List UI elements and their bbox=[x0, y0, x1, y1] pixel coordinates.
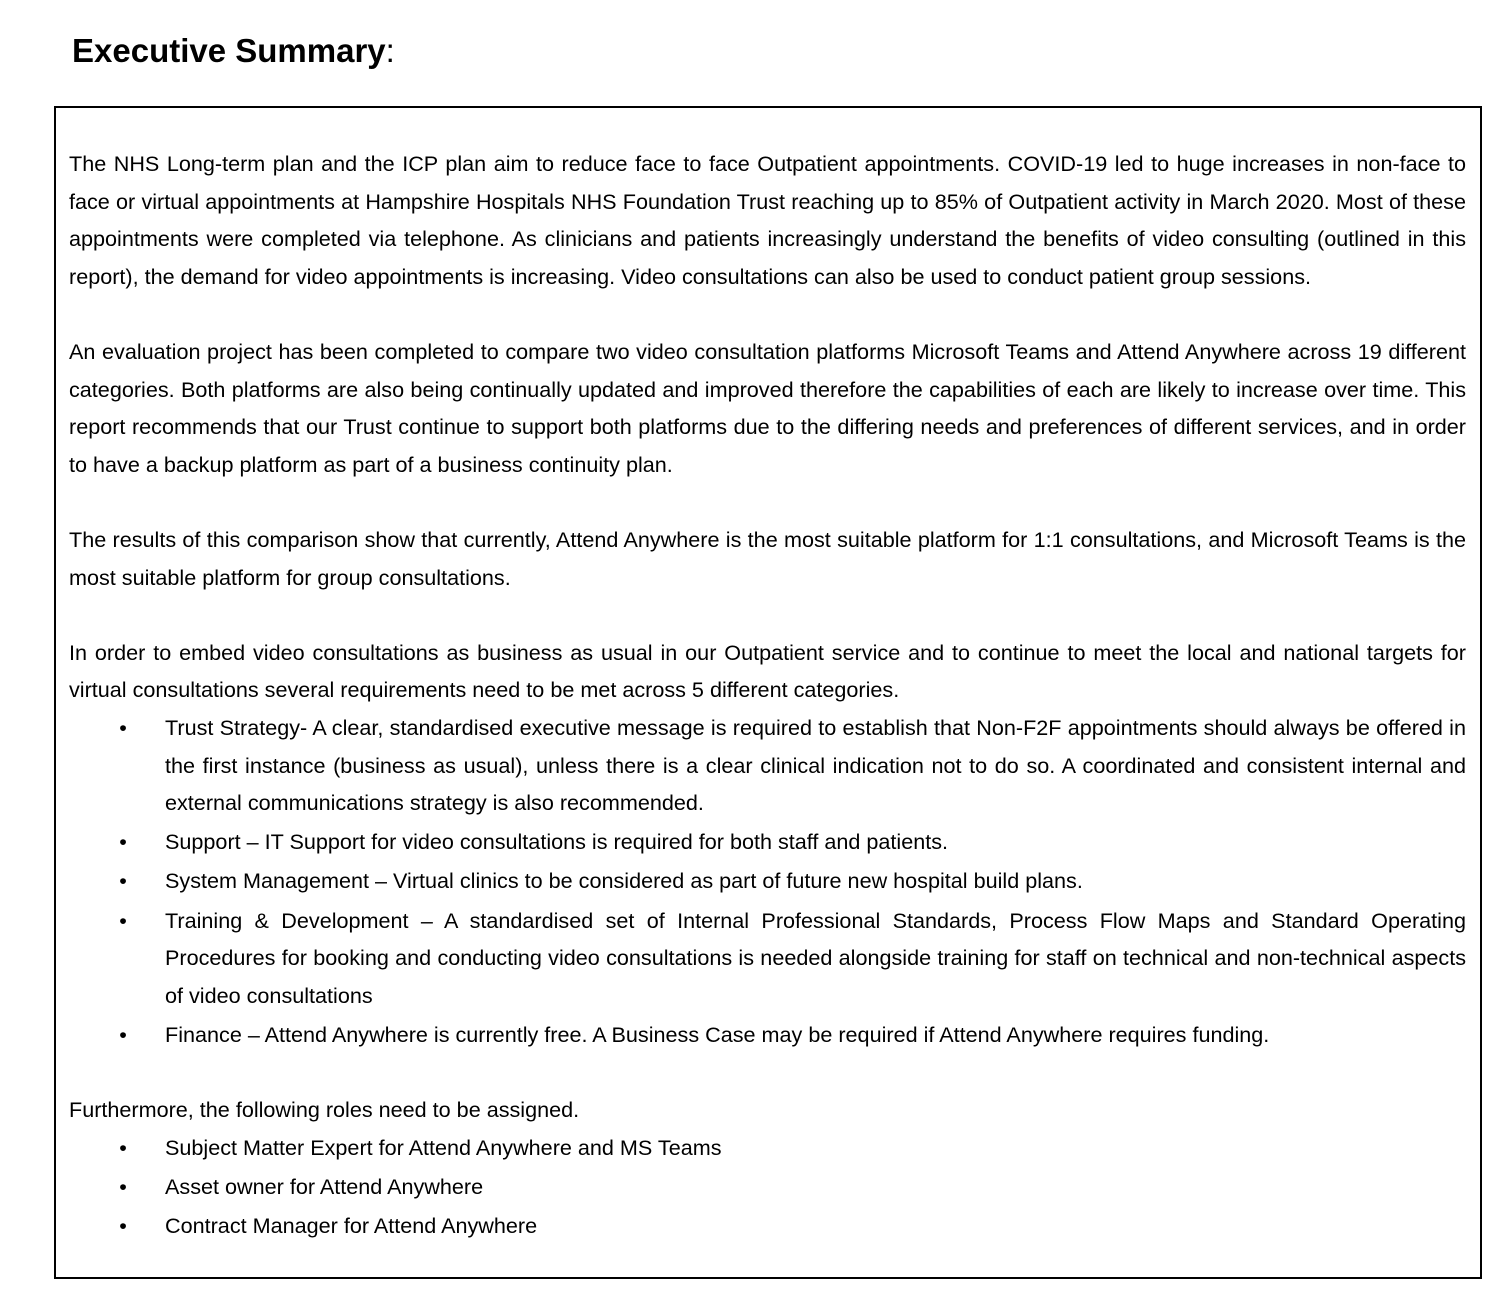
list-item bbox=[69, 862, 1466, 900]
paragraph-evaluation: An evaluation project has been completed to compare two video consultation platforms Microsoft Teams and Attend Anywhere across 19 different categories. Both platforms are also being continually updated and improved therefore the capabilities of each are likely to increase over time. This report recommends that our Trust continue to support both platforms due to the differing needs and preferences of different services, and in order to have a backup platform as part of a business continuity plan. bbox=[69, 338, 1466, 477]
list-item-text: System Management – Virtual clinics to be considered as part of future new hospital build plans. bbox=[165, 868, 1083, 894]
list-item bbox=[69, 1207, 1466, 1245]
list-item-text: Contract Manager for Attend Anywhere bbox=[165, 1213, 538, 1239]
paragraph-requirements-intro: In order to embed video consultations as business as usual in our Outpatient service and to continue to meet the local and national targets for virtual consultations several requirements need to be met across 5 different categories. bbox=[69, 639, 1466, 703]
bullet-icon: • bbox=[119, 907, 127, 933]
paragraph-roles-intro: Furthermore, the following roles need to be assigned. bbox=[69, 1097, 580, 1123]
list-item-text: Finance – Attend Anywhere is currently free. A Business Case may be required if Attend Anywhere requires funding. bbox=[165, 1022, 1270, 1048]
title-text: Executive Summary bbox=[72, 32, 386, 69]
list-item bbox=[69, 1129, 1466, 1167]
bullet-icon: • bbox=[119, 1213, 127, 1239]
roles-list bbox=[69, 1129, 1466, 1245]
bullet-icon: • bbox=[119, 1022, 127, 1048]
list-item-text: Training & Development – A standardised set of Internal Professional Standards, Process Flow Maps and Standard Operating Procedures for booking and conducting video consultations is needed alongside training for staff on technical and non-technical aspects of video consultations bbox=[165, 907, 1466, 1008]
list-item-text: Subject Matter Expert for Attend Anywhere and MS Teams bbox=[165, 1134, 722, 1160]
bullet-icon: • bbox=[119, 1174, 127, 1199]
list-item bbox=[69, 709, 1466, 822]
list-item-text: Support – IT Support for video consultations is required for both staff and patients. bbox=[165, 829, 949, 855]
paragraph-results: The results of this comparison show that currently, Attend Anywhere is the most suitable platform for 1:1 consultations, and Microsoft Teams is the most suitable platform for group consultations. bbox=[69, 526, 1466, 590]
list-item bbox=[69, 823, 1466, 861]
page-title bbox=[72, 28, 395, 74]
list-item bbox=[69, 902, 1466, 1015]
summary-box bbox=[54, 106, 1482, 1279]
title-colon: : bbox=[385, 32, 395, 69]
paragraph-background: The NHS Long-term plan and the ICP plan aim to reduce face to face Outpatient appointments. COVID-19 led to huge increases in non-face to face or virtual appointments at Hampshire Hospitals NHS Foundation Trust reaching up to 85% of Outpatient activity in March 2020. Most of these appointments were completed via telephone. As clinicians and patients increasingly understand the benefits of video consulting (outlined in this report), the demand for video appointments is increasing. Video consultations can also be used to conduct patient group sessions. bbox=[69, 151, 1466, 289]
list-item bbox=[69, 1168, 1466, 1206]
requirements-list bbox=[69, 709, 1466, 1054]
bullet-icon: • bbox=[119, 714, 127, 740]
list-item bbox=[69, 1016, 1466, 1054]
bullet-icon: • bbox=[119, 1134, 127, 1160]
list-item-text: Asset owner for Attend Anywhere bbox=[165, 1174, 484, 1199]
list-item-text: Trust Strategy- A clear, standardised executive message is required to establish that Non-F2F appointments should always be offered in the first instance (business as usual), unless there is a clear clinical indication not to do so. A coordinated and consistent internal and external communications strategy is also recommended. bbox=[165, 714, 1466, 816]
bullet-icon: • bbox=[119, 829, 127, 855]
bullet-icon: • bbox=[119, 868, 127, 894]
